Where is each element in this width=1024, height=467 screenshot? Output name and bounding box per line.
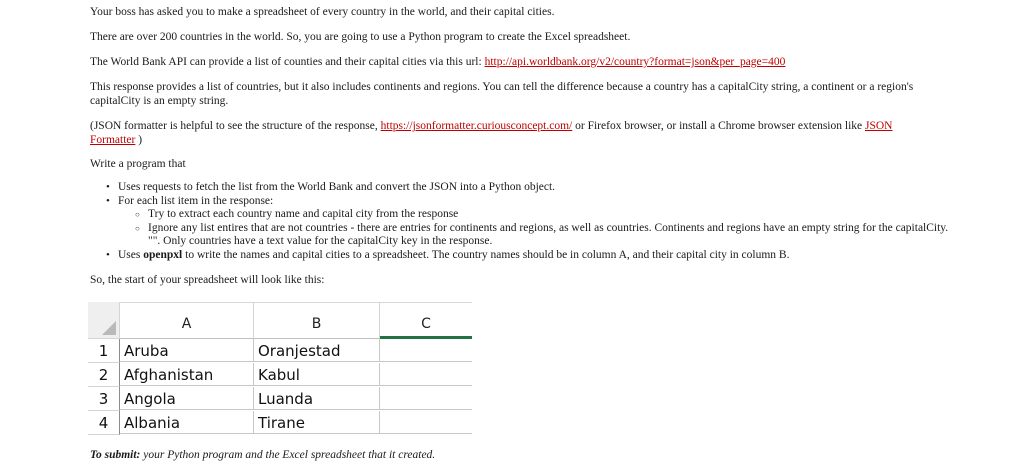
cell-b2[interactable]: Kabul <box>254 363 380 386</box>
sub-item-extract <box>148 208 958 222</box>
formatter-text-mid: or Firefox browser, or install a Chrome browser extension like <box>572 120 865 132</box>
formatter-text-pre: (JSON formatter is helpful to see the structure of the response, <box>90 120 381 132</box>
intro-paragraph: Your boss has asked you to make a spreadsheet of every country in the world, and their capital cities. <box>90 6 555 18</box>
spreadsheet-preview <box>88 302 472 434</box>
cell-b3[interactable]: Luanda <box>254 387 380 410</box>
cell-c3[interactable] <box>380 387 472 410</box>
row-number[interactable]: 3 <box>88 387 120 411</box>
cell-c1[interactable] <box>380 339 472 362</box>
cell-a2[interactable]: Afghanistan <box>120 363 254 386</box>
api-text: The World Bank API can provide a list of counties and their capital cities via this url: <box>90 56 485 68</box>
library-name: openpxl <box>143 248 183 261</box>
row-number[interactable]: 1 <box>88 339 120 363</box>
api-url-link[interactable]: http://api.worldbank.org/v2/country?format=json&per_page=400 <box>484 56 786 68</box>
requirements-list <box>90 181 958 262</box>
cell-a3[interactable]: Angola <box>120 387 254 410</box>
overview-paragraph: There are over 200 countries in the world. So, you are going to use a Python program to create the Excel spreadsheet. <box>90 31 631 43</box>
api-paragraph <box>90 56 785 70</box>
response-paragraph: This response provides a list of countries, but it also includes continents and regions. You can tell the difference because a country has a capitalCity string, a continent or a region's capitalCity is an empty string. <box>90 81 914 107</box>
submit-label: To submit: <box>90 449 141 461</box>
cell-b1[interactable]: Oranjestad <box>254 339 380 362</box>
list-item-text: For each list item in the response: <box>118 194 274 207</box>
list-item-for-each <box>118 195 958 249</box>
formatter-text-post: ) <box>135 133 143 146</box>
column-header-b[interactable]: B <box>254 302 380 339</box>
spreadsheet-intro: So, the start of your spreadsheet will look like this: <box>90 274 325 286</box>
sub-requirements-list <box>118 208 958 249</box>
list-item-openpyxl <box>118 249 958 263</box>
list-item-requests <box>118 181 958 195</box>
column-header-a[interactable]: A <box>120 302 254 339</box>
cell-c2[interactable] <box>380 363 472 386</box>
instructions-heading: Write a program that <box>90 158 186 170</box>
cell-b4[interactable]: Tirane <box>254 411 380 434</box>
cell-c4[interactable] <box>380 411 472 434</box>
sub-item-text: Ignore any list entires that are not countries - there are entries for continents and regions, as well as countries. Continents and regions have an empty string for the capitalCity. "". Only countries have a text value for the capitalCity key in the response. <box>148 221 949 247</box>
cell-a1[interactable]: Aruba <box>120 339 254 362</box>
jsonformatter-link[interactable]: https://jsonformatter.curiousconcept.com/ <box>380 120 573 132</box>
submission-instructions <box>90 449 435 461</box>
select-all-triangle-icon <box>102 321 116 335</box>
cell-a4[interactable]: Albania <box>120 411 254 434</box>
row-number[interactable]: 2 <box>88 363 120 387</box>
select-all-corner[interactable] <box>88 302 120 339</box>
column-header-c[interactable]: C <box>380 302 472 339</box>
submit-text: your Python program and the Excel spreadsheet that it created. <box>140 449 436 461</box>
row-number[interactable]: 4 <box>88 411 120 435</box>
sub-item-text: Try to extract each country name and capital city from the response <box>148 208 459 220</box>
list-item-text: to write the names and capital cities to a spreadsheet. The country names should be in column A, and their capital city in column B. <box>182 248 790 261</box>
formatter-paragraph <box>90 120 930 147</box>
json-formatter-extension-link[interactable]: JSON Formatter <box>90 120 893 146</box>
list-item-text: Uses requests to fetch the list from the World Bank and convert the JSON into a Python object. <box>118 181 556 193</box>
list-item-text: Uses <box>118 248 144 261</box>
sub-item-ignore <box>148 222 958 249</box>
